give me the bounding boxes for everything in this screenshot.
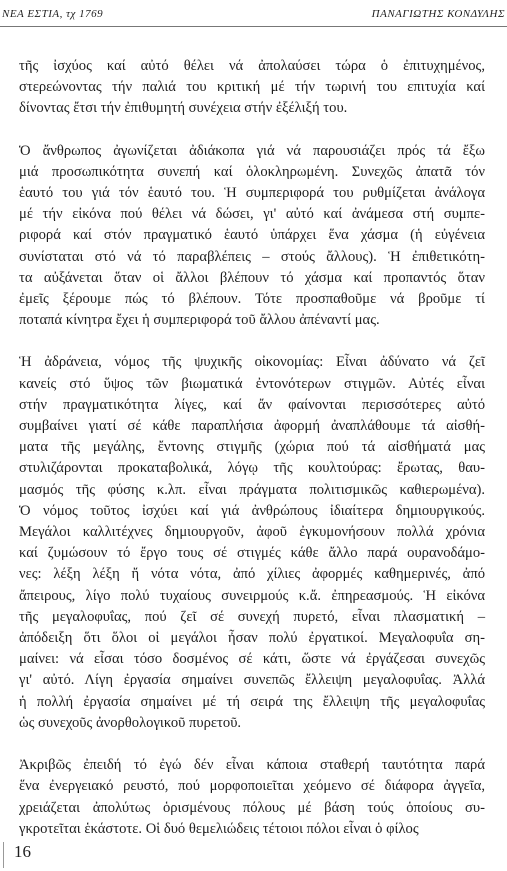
text-line: ἐμεῖς ξέρουμε πώς τό βλέπουν. Τότε προσπαθοῦμε νά βροῦμε τί [19, 291, 485, 308]
text-line: ἑαυτό του γιά τόν ἑαυτό του. Ἡ συμπεριφορά του ρυθμίζεται ἀνάλογα [19, 185, 485, 202]
text-line: κανείς στό ὕψος τῶν βιωματικά ἐντονότερων στιγμῶν. Αὐτές εἶναι [19, 375, 485, 392]
text-line: μιά προσωπικότητα συνεπή καί ὁλοκληρωμένη. Συνεχῶς ἀπατᾶ τόν [19, 163, 485, 180]
paragraph [19, 56, 485, 120]
text-line: στήν πραγματικότητα λίγες, καί ἄν φαίνονται περισσότερες αὐτό [19, 396, 485, 413]
text-line: ἡ πολλή ἐργασία σημαίνει μέ τή σειρά της ἔλλειψη τῆς μεγαλοφυΐας [19, 693, 485, 710]
text-line: τῆς μεγαλοφυΐας, πού ζεῖ σέ συνεχή πυρετό, εἶναι πλασματική – [19, 608, 485, 625]
text-line: ματα τῆς μεγάλης, ἔντονης στιγμῆς (χώρια πού τά αἰσθήματά μας [19, 439, 485, 456]
page-number: 16 [14, 842, 31, 861]
text-line: Ὁ ἄνθρωπος ἀγωνίζεται ἀδιάκοπα γιά νά παρουσιάζει πρός τά ἔξω [19, 142, 485, 159]
text-line: στυλιζάρονται προκαταβολικά, λόγῳ τῆς κουλτούρας: ἔρωτας, θαυ- [19, 460, 485, 477]
text-line: Ἡ ἀδράνεια, νόμος τῆς ψυχικῆς οἰκονομίας: Εἶναι ἀδύνατο νά ζεῖ [19, 354, 485, 371]
text-line: γι' αὐτό. Λίγη ἐργασία σημαίνει συνεπῶς ἔλλειψη μεγαλοφυΐας. Ἀλλά [19, 672, 485, 689]
text-line: Μεγάλοι καλλιτέχνες δημιουργοῦν, ἀφοῦ ἐγκυμονήσουν πολλά χρόνια [19, 524, 485, 541]
text-line: μαίνει: νά εἶσαι τόσο δοσμένος σέ κάτι, ὥστε νά ἐργάζεσαι συνεχῶς [19, 651, 485, 668]
text-line: ἀπόδειξη ὅτι ὅλοι οἱ μεγάλοι ἦσαν πολύ ἐργατικοί. Μεγαλοφυΐα ση- [19, 630, 485, 647]
text-line: μέ τήν εἰκόνα πού θέλει νά δώσει, γι' αὐτό καί ἀνάμεσα στή συμπε- [19, 206, 485, 223]
text-line: γκροτεῖται ἑκάστοτε. Οἱ δυό θεμελιώδεις τέτοιοι πόλοι εἶναι ὁ φίλος [19, 820, 419, 837]
text-line: ἄπειρους, λίγο πολύ τυχαίους συνειρμούς κ.ἄ. ἐπηρεασμούς. Ἡ εἰκόνα [19, 587, 485, 604]
text-line: καί ζυμώσουν τό ἔργο τους σέ στιγμές κάθε ἄλλο παρά ουρανοδάμο- [19, 545, 485, 562]
text-line: ὡς συνεχοῦς ἀνορθολογικοῦ πυρετοῦ. [19, 714, 242, 731]
text-line: ἕνα ἐνεργειακό ρευστό, πού μορφοποιεῖται χεόμενο σέ διάφορα ἀγγεῖα, [19, 778, 485, 795]
paragraph [19, 352, 485, 734]
margin-mark [3, 842, 4, 868]
text-line: τα αὐξάνεται ὅταν οἱ ἄλλοι βλέπουν τό χάσμα καί προπαντός ὅταν [19, 269, 485, 286]
text-line: Ὁ νόμος τοῦτος ἰσχύει καί γιά ἀνθρώπους ἰδιαίτερα δημιουργικούς. [19, 502, 485, 519]
text-line: χρειάζεται ἀπολύτως ὁρισμένους πόλους μέ βάση τούς ὁποίους συ- [19, 799, 485, 816]
text-line: στερεώνοντας τήν παλιά του κριτική μέ τήν τωρινή του επιτυχία καί [19, 79, 485, 96]
text-line: συμβαίνει γιατί σέ κάθε παραπλήσια ἀφορμή ἀναπλάθουμε τά αἰσθή- [19, 418, 485, 435]
author-name-label: ΠΑΝΑΓΙΩΤΗΣ ΚΟΝΔΥΛΗΣ [371, 8, 505, 20]
text-line: μασμός τῆς φύσης κ.λπ. εἶναι πράγματα πολιτισμικῶς καθιερωμένα). [19, 481, 485, 498]
header-divider [0, 26, 507, 27]
text-line: ποταπά κίνητρα ἔχει ἡ συμπεριφορά τοῦ ἄλλου ἀπέναντί μας. [19, 312, 380, 329]
text-line: νες: λέξη λέξη ἤ νότα νότα, ἀπό χίλιες ἀφορμές καθημερινές, ἀπό [19, 566, 485, 583]
paragraph [19, 755, 485, 840]
text-line: συνίσταται στό νά τό παραβλέπεις – στούς ἄλλους). Ἡ ἐπιθετικότη- [19, 248, 485, 265]
paragraph [19, 141, 485, 332]
text-line: δίνοντας ἔτσι τήν ἐπιθυμητή συνέχεια στήν ἐξέλιξή του. [19, 100, 348, 117]
running-header [0, 8, 507, 26]
text-line: τῆς ἰσχύος καί αὐτό θέλει νά ἀπολαύσει τώρα ὁ ἐπιτυχημένος, [19, 58, 485, 74]
text-line: Ἀκριβῶς ἐπειδή τό ἐγώ δέν εἶναι κάποια σταθερή ταυτότητα παρά [19, 757, 485, 774]
body-text [19, 56, 485, 840]
journal-issue-label: ΝΕΑ ΕΣΤΙΑ, τχ 1769 [2, 8, 104, 20]
text-line: ριφορά καί στόν πραγματικό ἑαυτό ὑπάρχει ἕνα χάσμα (ἡ εὐγένεια [19, 227, 485, 244]
